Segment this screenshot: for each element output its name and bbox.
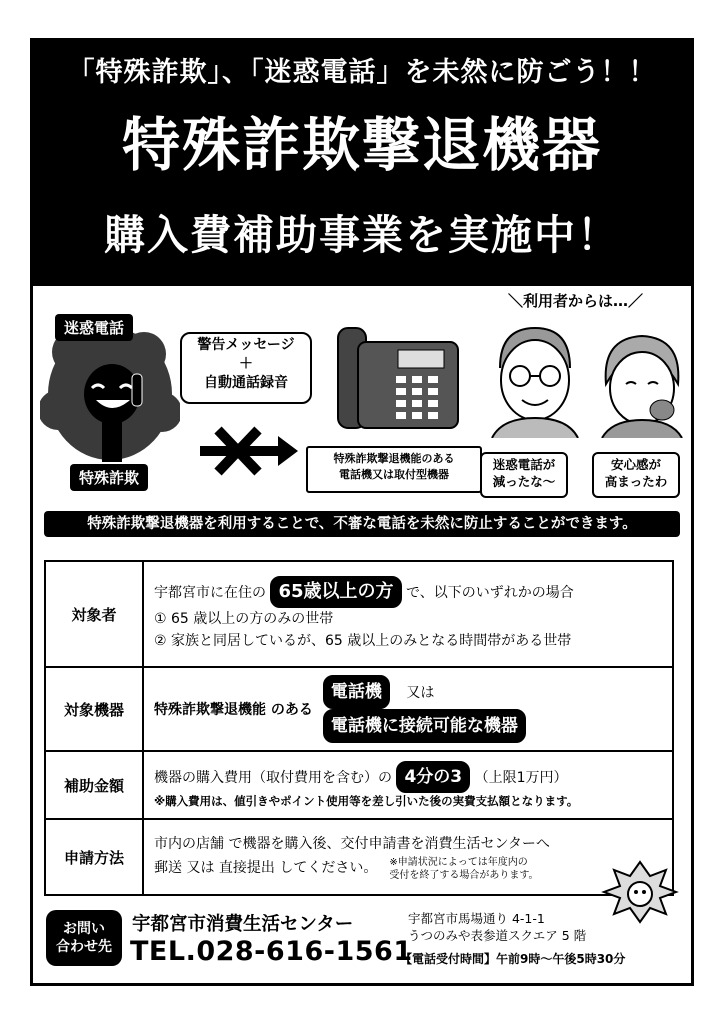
info-table — [44, 560, 674, 896]
eligibility-item1: ① 65 歳以上の方のみの世帯 — [154, 611, 334, 627]
table-row — [45, 751, 673, 819]
eligibility-text-post: で、以下のいずれかの場合 — [405, 585, 574, 601]
row-content-amount — [143, 751, 673, 819]
phone-number[interactable]: TEL.028-616-1561 — [130, 936, 413, 967]
table-row — [45, 819, 673, 895]
user1-comment — [480, 452, 568, 498]
row-label-amount: 補助金額 — [45, 751, 143, 819]
table-row — [45, 561, 673, 667]
address-line1: 宇都宮市馬場通り 4-1-1 — [408, 911, 545, 926]
elderly-man-icon — [482, 318, 588, 438]
fraud-label: 特殊詐欺 — [70, 464, 148, 491]
application-line1: 市内の店舗 で機器を購入後、交付申請書を消費生活センターへ — [154, 836, 550, 852]
user1-comment-line1: 迷惑電話が — [492, 457, 556, 472]
blocked-arrow-icon — [190, 426, 300, 476]
application-note-line2: 受付を終了する場合があります。 — [389, 870, 539, 881]
devices-or: 又は — [406, 685, 435, 701]
user1-comment-line2: 減ったな〜 — [492, 474, 556, 489]
contact-badge-line2: 合わせ先 — [56, 939, 112, 955]
contact-badge-line1: お問い — [63, 921, 105, 937]
benefit-banner: 特殊詐欺撃退機器を利用することで、不審な電話を未然に防止することができます。 — [44, 511, 680, 537]
application-note-line1: ※申請状況によっては年度内の — [389, 857, 528, 868]
illustration-area — [30, 286, 694, 506]
center-name: 宇都宮市消費生活センター — [132, 914, 354, 935]
page-title-secondary: 購入費補助事業を実施中！ — [104, 211, 620, 259]
elderly-woman-icon — [592, 326, 692, 438]
contact-badge — [46, 910, 122, 966]
users-heading: ＼利用者からは…／ — [508, 292, 644, 310]
devices-highlight-connected: 電話機に接続可能な機器 — [323, 709, 526, 743]
row-label-application: 申請方法 — [45, 819, 143, 895]
user2-comment-line1: 安心感が — [610, 457, 661, 472]
amount-note: ※購入費用は、値引きやポイント使用等を差し引いた後の実費支払額となります。 — [154, 794, 579, 808]
application-line2: 郵送 又は 直接提出 してください。 — [154, 860, 378, 876]
row-label-eligibility: 対象者 — [45, 561, 143, 667]
feature-auto-recording: 自動通話録音 — [204, 375, 288, 391]
telephone-icon — [328, 318, 468, 438]
devices-highlight-phone: 電話機 — [323, 675, 390, 709]
row-content-devices — [143, 667, 673, 751]
call-hours: 【電話受付時間】午前9時〜午後5時30分 — [400, 952, 626, 966]
phone-caption — [306, 446, 482, 493]
address — [408, 910, 586, 944]
eligibility-item2: ② 家族と同居しているが、65 歳以上のみとなる時間帯がある世帯 — [154, 633, 572, 649]
eligibility-highlight: 65歳以上の方 — [270, 576, 401, 608]
nuisance-call-label: 迷惑電話 — [55, 314, 133, 341]
page-title: 特殊詐欺撃退機器 — [121, 111, 602, 179]
header-banner — [30, 38, 694, 286]
feature-bubble — [180, 332, 312, 404]
phone-caption-line1: 特殊詐欺撃退機能のある — [333, 452, 455, 465]
feature-warning-message: 警告メッセージ — [197, 337, 295, 353]
amount-highlight: 4分の3 — [396, 761, 470, 793]
table-row — [45, 667, 673, 751]
user2-comment — [592, 452, 680, 498]
feature-plus: ＋ — [239, 356, 253, 372]
phone-caption-line2: 電話機又は取付型機器 — [339, 468, 449, 481]
address-line2: うつのみや表参道スクエア 5 階 — [408, 928, 587, 943]
mascot-icon — [600, 858, 680, 928]
amount-text: 機器の購入費用（取付費用を含む）の — [154, 770, 392, 786]
eligibility-text: 宇都宮市に在住の — [154, 585, 266, 601]
user2-comment-line2: 高まったわ — [604, 474, 668, 489]
devices-text: 特殊詐欺撃退機能 のある — [154, 702, 313, 718]
amount-limit: （上限1万円） — [474, 770, 568, 786]
row-content-eligibility — [143, 561, 673, 667]
row-content-application — [143, 819, 673, 895]
header-subtitle: 「特殊詐欺」、「迷惑電話」を未然に防ごう！！ — [67, 57, 657, 88]
row-label-devices: 対象機器 — [45, 667, 143, 751]
